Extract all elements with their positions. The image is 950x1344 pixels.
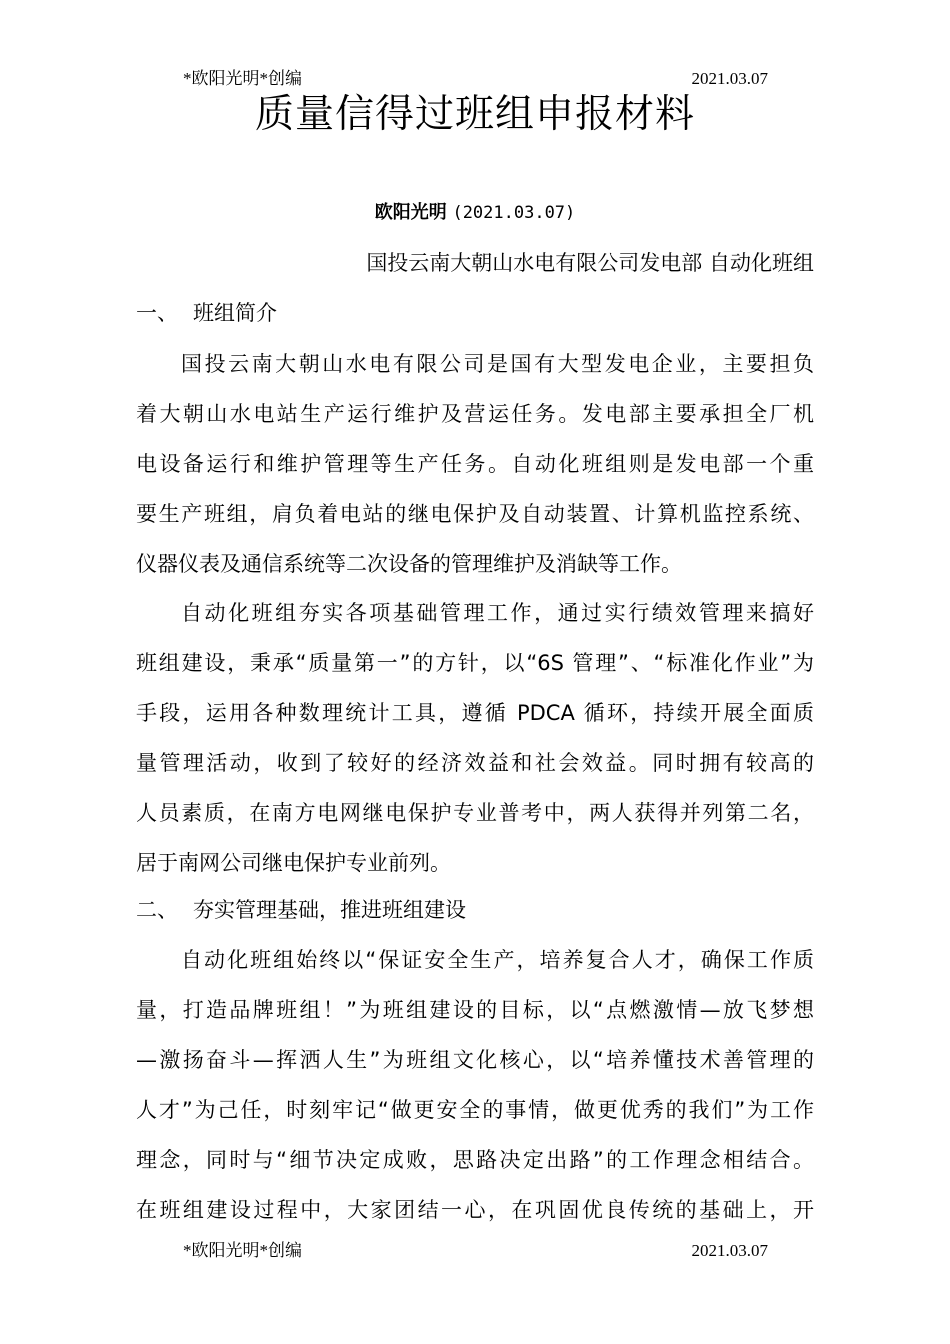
paragraph-line: 着大朝山水电站生产运行维护及营运任务。发电部主要承担全厂机: [136, 402, 814, 426]
byline-author: 欧阳光明: [374, 202, 447, 223]
paragraph-line: 仪器仪表及通信系统等二次设备的管理维护及消缺等工作。: [136, 552, 682, 576]
paragraph-line: —激扬奋斗—挥洒人生”为班组文化核心，以“培养懂技术善管理的: [136, 1048, 814, 1072]
paragraph-line: 居于南网公司继电保护专业前列。: [136, 851, 451, 875]
section-heading-1: [136, 297, 277, 329]
header-date: 2021.03.07: [691, 69, 768, 88]
footer-author: *欧阳光明*创编: [183, 1241, 302, 1260]
paragraph-3: [136, 935, 814, 1235]
paragraph-line: 量，打造品牌班组！”为班组建设的目标，以“点燃激情—放飞梦想: [136, 998, 814, 1022]
paragraph-line: 国投云南大朝山水电有限公司是国有大型发电企业，主要担负: [181, 352, 814, 376]
section-number-2: 二、: [136, 898, 178, 922]
byline-date: (2021.03.07): [452, 203, 576, 223]
paragraph-line: 电设备运行和维护管理等生产任务。自动化班组则是发电部一个重: [136, 452, 814, 476]
byline: [0, 200, 950, 226]
paragraph-line: 自动化班组始终以“保证安全生产，培养复合人才，确保工作质: [181, 948, 814, 972]
paragraph-line: 在班组建设过程中，大家团结一心，在巩固优良传统的基础上，开: [136, 1198, 814, 1222]
section-title-1: 班组简介: [193, 301, 277, 325]
paragraph-1: [136, 339, 814, 589]
paragraph-line: 要生产班组，肩负着电站的继电保护及自动装置、计算机监控系统、: [136, 502, 814, 526]
organization-line: 国投云南大朝山水电有限公司发电部 自动化班组: [366, 251, 814, 275]
page-footer: [183, 1240, 768, 1262]
paragraph-line: 量管理活动，收到了较好的经济效益和社会效益。同时拥有较高的: [136, 751, 814, 775]
paragraph-line: 理念，同时与“细节决定成败，思路决定出路”的工作理念相结合。: [136, 1148, 814, 1172]
header-author: *欧阳光明*创编: [183, 69, 302, 88]
paragraph-2: [136, 588, 814, 888]
paragraph-line: 人才”为己任，时刻牢记“做更安全的事情，做更优秀的我们”为工作: [136, 1098, 814, 1122]
footer-date: 2021.03.07: [691, 1241, 768, 1260]
document-title: 质量信得过班组申报材料: [254, 92, 695, 137]
section-title-2: 夯实管理基础，推进班组建设: [193, 898, 466, 922]
paragraph-line: 班组建设，秉承“质量第一”的方针，以“6S 管理”、“标准化作业”为: [136, 651, 814, 675]
paragraph-line: 人员素质，在南方电网继电保护专业普考中，两人获得并列第二名，: [136, 801, 814, 825]
section-heading-2: [136, 894, 466, 926]
section-number-1: 一、: [136, 301, 178, 325]
paragraph-line: 自动化班组夯实各项基础管理工作，通过实行绩效管理来搞好: [181, 601, 814, 625]
paragraph-line: 手段，运用各种数理统计工具，遵循 PDCA 循环，持续开展全面质: [136, 701, 814, 725]
